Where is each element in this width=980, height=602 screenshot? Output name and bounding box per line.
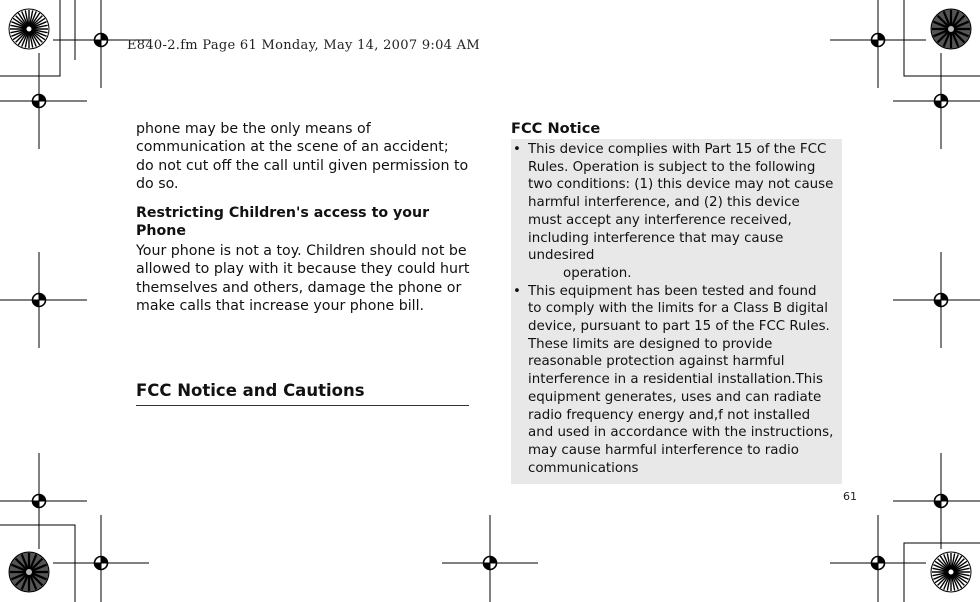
bullet-dot-icon: • — [513, 142, 521, 157]
notice-bullet-1 — [511, 141, 834, 283]
notice-bullet-1-text: This device complies with Part 15 of the FCC Rules. Operation is subject to the following two conditions: (1) this device may not cause harmful interference, and (2) this device must accept any interference received, including interference that may cause undesired — [528, 142, 834, 264]
page-number: 61 — [843, 490, 857, 503]
notice-bullet-2-text: This equipment has been tested and found to comply with the limits for a Class B digital device, pursuant to part 15 of the FCC Rules. These limits are designed to provide reasonable protection against harmful interference in a residential installation.This equipment generates, uses and can radiate radio frequency energy and,f not installed and used in accordance with the instructions, may cause harmful interference to radio communications — [528, 283, 834, 476]
registration-mark-icon — [893, 453, 980, 549]
registration-mark-icon — [442, 515, 538, 602]
notice-bullet-2 — [511, 283, 834, 478]
registration-mark-icon — [893, 252, 980, 348]
print-info-header: E840-2.fm Page 61 Monday, May 14, 2007 9:04 AM — [127, 38, 480, 53]
star-target-icon — [931, 552, 971, 592]
registration-mark-icon — [830, 515, 926, 602]
registration-mark-icon — [53, 515, 149, 602]
registration-mark-icon — [0, 453, 87, 549]
fcc-notice-box — [511, 139, 842, 484]
registration-mark-icon — [893, 53, 980, 149]
star-target-icon — [931, 9, 971, 49]
registration-mark-icon — [0, 252, 87, 348]
bullet-dot-icon: • — [513, 283, 521, 299]
left-column — [136, 120, 470, 315]
registration-mark-icon — [830, 0, 926, 88]
star-target-icon — [9, 9, 49, 49]
children-access-heading: Restricting Children's access to your Phone — [136, 205, 430, 240]
registration-mark-icon — [0, 53, 87, 149]
section-title: FCC Notice and Cautions — [136, 381, 469, 406]
notice-bullet-1-continuation: operation. — [563, 265, 632, 281]
intro-paragraph: phone may be the only means of communication at the scene of an accident; do not cut off the call until given permission to do so. — [136, 121, 469, 192]
children-access-paragraph: Your phone is not a toy. Children should not be allowed to play with it because they could hurt themselves and others, damage the phone or make calls that increase your phone bill. — [136, 243, 470, 315]
fcc-notice-title: FCC Notice — [511, 120, 601, 137]
star-target-icon — [9, 552, 49, 592]
